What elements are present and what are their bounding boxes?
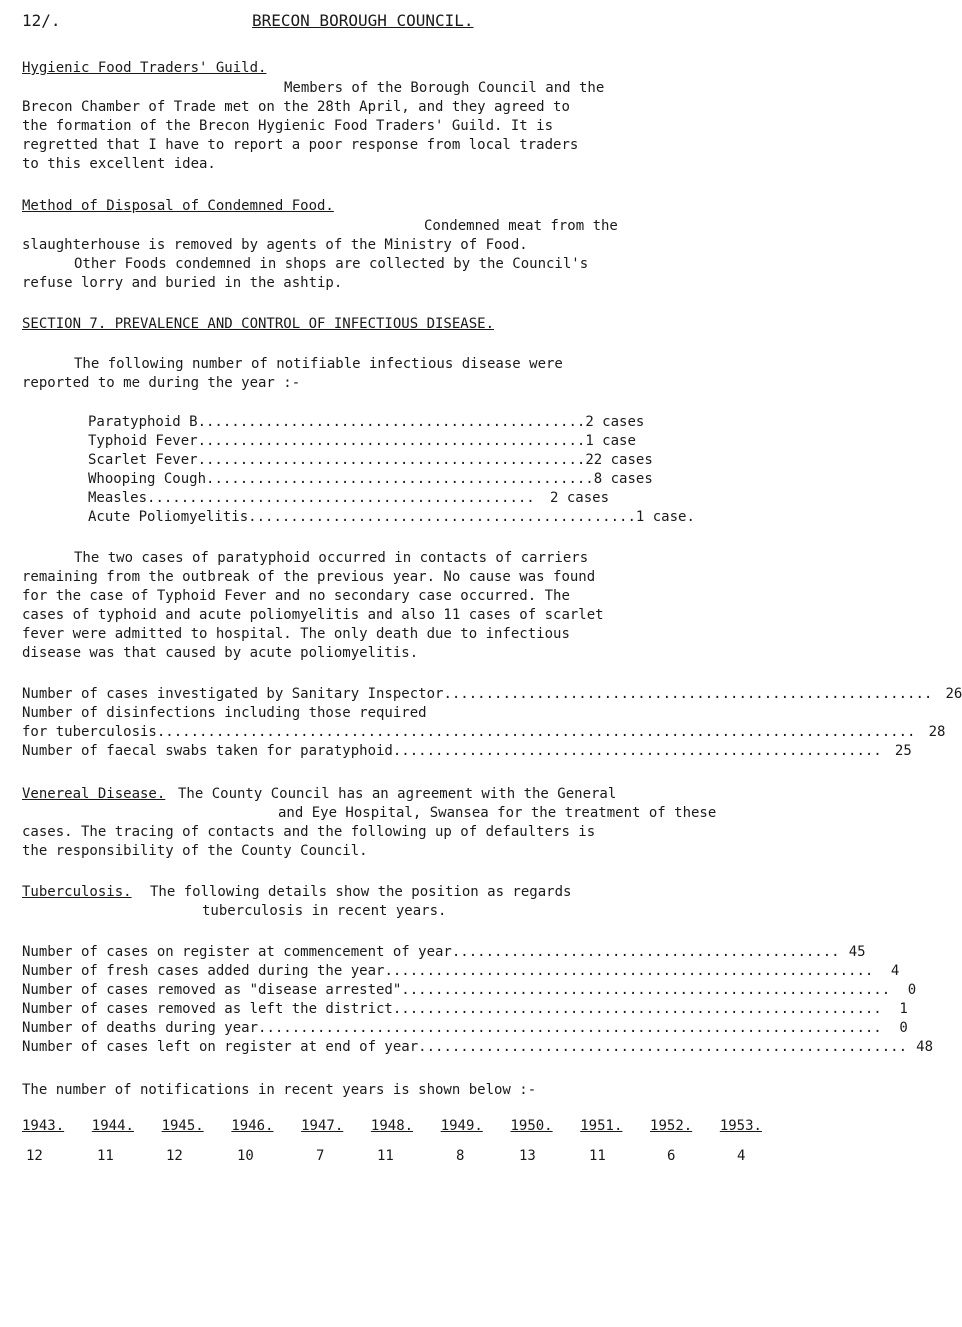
tb-row [22, 1001, 908, 1018]
leader-dots: .......................................................... [443, 686, 933, 702]
sanitary-value: 26 [945, 686, 962, 702]
paragraph-line: cases of typhoid and acute poliomyelitis and also 11 cases of scarlet [22, 607, 604, 623]
tb-label: Number of cases on register at commencement of year [22, 944, 452, 960]
tb-row [22, 963, 900, 980]
notification-count: 12 [166, 1148, 183, 1164]
hygienic-line: the formation of the Brecon Hygienic Food Traders' Guild. It is [22, 118, 554, 134]
notification-count: 6 [667, 1148, 676, 1164]
leader-dots: .............................................. [197, 452, 586, 468]
notification-count: 11 [589, 1148, 606, 1164]
hygienic-heading: Hygienic Food Traders' Guild. [22, 60, 267, 76]
notification-count: 11 [377, 1148, 394, 1164]
disease-row [88, 490, 648, 507]
leader-dots: .............................................. [206, 471, 594, 487]
notification-count: 11 [97, 1148, 114, 1164]
venereal-line: The County Council has an agreement with the General [178, 786, 617, 802]
tuberculosis-line: The following details show the position as regards [150, 884, 572, 900]
page-number: 12/. [22, 11, 61, 30]
disease-row [88, 414, 648, 431]
section7-heading: SECTION 7. PREVALENCE AND CONTROL OF INFECTIOUS DISEASE. [22, 316, 495, 332]
year-label: 1950. [510, 1118, 553, 1134]
tb-value: 1 [899, 1001, 908, 1017]
sanitary-value: 25 [894, 743, 912, 759]
paragraph-line: remaining from the outbreak of the previous year. No cause was found [22, 569, 596, 585]
tb-row [22, 1039, 934, 1056]
sanitary-label: Number of cases investigated by Sanitary Inspector [22, 686, 444, 702]
disease-count: 2 cases [585, 414, 645, 430]
paragraph-line: disease was that caused by acute poliomyelitis. [22, 645, 419, 661]
hygienic-line: Members of the Borough Council and the [284, 80, 605, 96]
tb-value: 0 [907, 982, 917, 998]
tb-label: Number of cases left on register at end of year [22, 1039, 419, 1055]
tb-row [22, 944, 866, 961]
venereal-line: cases. The tracing of contacts and the following up of defaulters is [22, 824, 596, 840]
tb-label: Number of cases removed as "disease arrested" [22, 982, 402, 998]
hygienic-line: to this excellent idea. [22, 156, 216, 172]
disease-count: 1 case [585, 433, 636, 449]
disposal-line: refuse lorry and buried in the ashtip. [22, 275, 343, 291]
disease-name: Paratyphoid B [88, 414, 198, 430]
notification-count: 8 [456, 1148, 465, 1164]
tuberculosis-heading: Tuberculosis. [22, 884, 132, 900]
tb-label: Number of fresh cases added during the year [22, 963, 385, 979]
year-label: 1946. [231, 1118, 274, 1134]
leader-dots: .......................................................................................... [156, 724, 916, 740]
paragraph-line: The two cases of paratyphoid occurred in contacts of carriers [74, 550, 589, 566]
year-label: 1952. [650, 1118, 693, 1134]
disease-count: 2 cases [550, 490, 610, 506]
sanitary-row [22, 743, 912, 760]
venereal-line: and Eye Hospital, Swansea for the treatment of these [278, 805, 717, 821]
notification-count: 7 [316, 1148, 325, 1164]
tb-value: 0 [899, 1020, 908, 1036]
disease-name: Typhoid Fever [88, 433, 198, 449]
year-label: 1943. [22, 1118, 65, 1134]
sanitary-row [22, 686, 962, 703]
tb-value: 45 [848, 944, 866, 960]
leader-dots: .......................................................................... [258, 1020, 882, 1036]
disease-name: Scarlet Fever [88, 452, 198, 468]
hygienic-line: Brecon Chamber of Trade met on the 28th April, and they agreed to [22, 99, 570, 115]
disposal-heading: Method of Disposal of Condemned Food. [22, 198, 334, 214]
disposal-line: slaughterhouse is removed by agents of the Ministry of Food. [22, 237, 528, 253]
leader-dots: .......................................................... [392, 1001, 882, 1017]
hygienic-line: regretted that I have to report a poor response from local traders [22, 137, 579, 153]
sanitary-label: for tuberculosis [22, 724, 157, 740]
disease-count: 8 cases [593, 471, 653, 487]
disease-row [88, 433, 648, 450]
year-label: 1944. [91, 1118, 134, 1134]
paragraph-line: for the case of Typhoid Fever and no secondary case occurred. The [22, 588, 570, 604]
year-label: 1948. [370, 1118, 414, 1134]
leader-dots: .............................................. [197, 414, 586, 430]
venereal-heading: Venereal Disease. [22, 786, 166, 802]
tuberculosis-line: tuberculosis in recent years. [202, 903, 447, 919]
page-title: BRECON BOROUGH COUNCIL. [252, 11, 474, 30]
leader-dots: .............................................. [451, 944, 840, 960]
leader-dots: .............................................. [147, 490, 535, 506]
leader-dots: .......................................................... [401, 982, 891, 998]
section7-intro: The following number of notifiable infectious disease were [74, 356, 563, 372]
tb-label: Number of deaths during year [22, 1020, 259, 1036]
leader-dots: .............................................. [248, 509, 636, 525]
sanitary-label: Number of faecal swabs taken for paratyphoid [22, 743, 393, 759]
sanitary-row [22, 724, 946, 741]
sanitary-label-prefix: Number of disinfections including those required [22, 705, 427, 721]
tb-value: 4 [890, 963, 900, 979]
notification-count: 13 [519, 1148, 536, 1164]
tb-row [22, 1020, 908, 1037]
notifications-intro: The number of notifications in recent years is shown below :- [22, 1082, 537, 1098]
year-label: 1945. [161, 1118, 204, 1134]
notification-count: 10 [237, 1148, 254, 1164]
tb-label: Number of cases removed as left the district [22, 1001, 393, 1017]
tb-value: 48 [916, 1039, 934, 1055]
leader-dots: .......................................................... [392, 743, 882, 759]
paragraph-line: fever were admitted to hospital. The only death due to infectious [22, 626, 570, 642]
disease-name: Whooping Cough [88, 471, 207, 487]
year-label: 1947. [301, 1118, 344, 1134]
year-label: 1953. [719, 1118, 762, 1134]
year-label: 1949. [440, 1118, 483, 1134]
section7-intro: reported to me during the year :- [22, 375, 301, 391]
notification-years [22, 1118, 762, 1135]
venereal-line: the responsibility of the County Council. [22, 843, 368, 859]
disease-row [88, 452, 653, 469]
disease-row [88, 471, 653, 488]
notification-count: 4 [737, 1148, 746, 1164]
disposal-line: Condemned meat from the [424, 218, 618, 234]
leader-dots: .......................................................... [384, 963, 874, 979]
leader-dots: .............................................. [197, 433, 586, 449]
disease-name: Acute Poliomyelitis [88, 509, 249, 525]
disease-row [88, 509, 695, 526]
leader-dots: .......................................................... [418, 1039, 908, 1055]
disease-count: 1 case. [635, 509, 695, 525]
notification-count: 12 [26, 1148, 43, 1164]
year-label: 1951. [580, 1118, 623, 1134]
disposal-line: Other Foods condemned in shops are collected by the Council's [74, 256, 589, 272]
sanitary-value: 28 [928, 724, 946, 740]
disease-name: Measles [88, 490, 148, 506]
tb-row [22, 982, 917, 999]
disease-count: 22 cases [585, 452, 653, 468]
